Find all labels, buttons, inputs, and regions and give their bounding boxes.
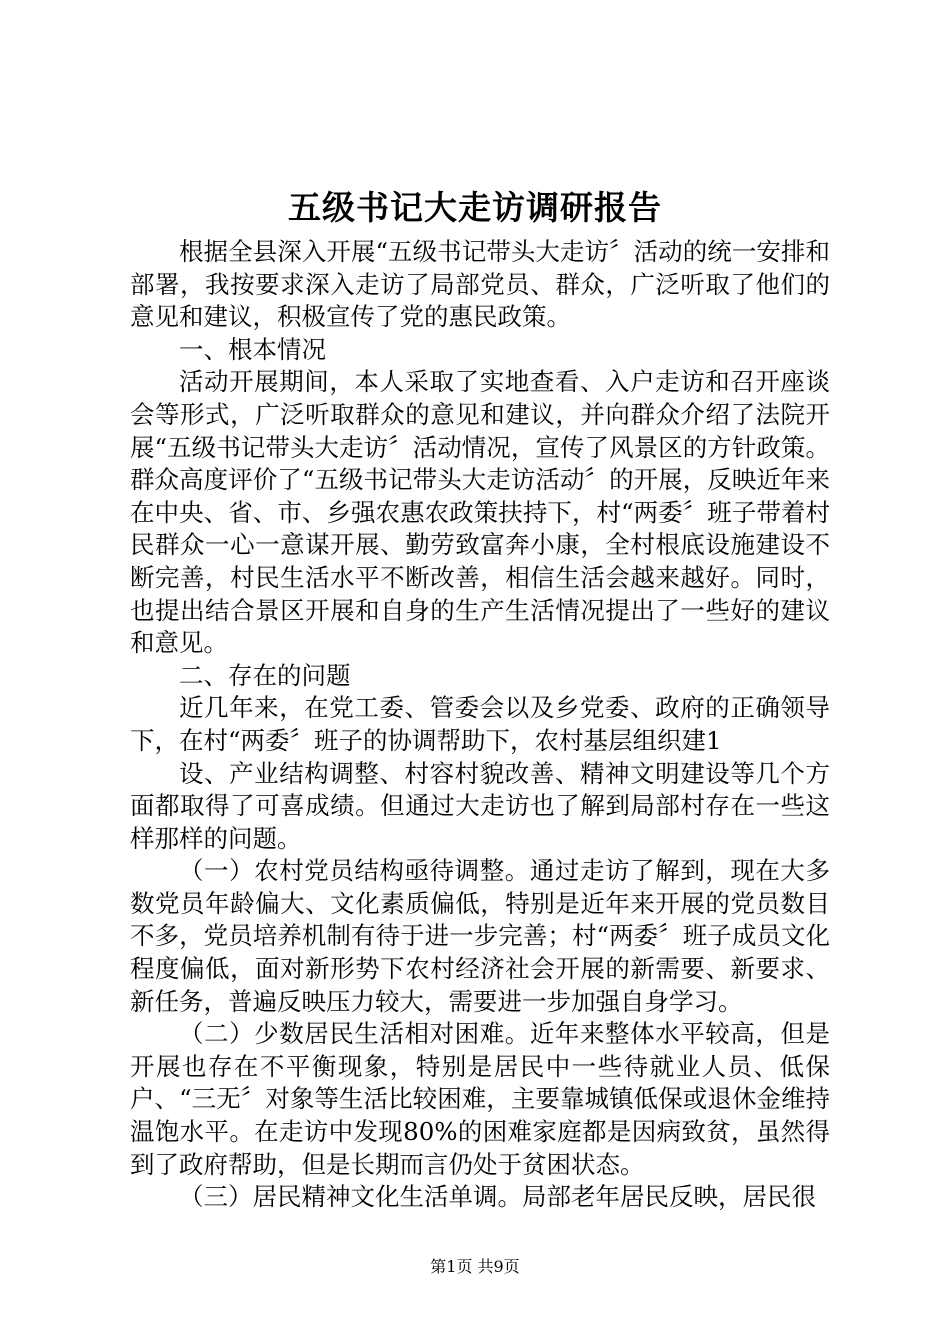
section-heading-problems: 二、存在的问题 — [179, 660, 351, 690]
section-heading-basic-situation: 一、根本情况 — [179, 334, 326, 364]
paragraph-problem-2: （二）少数居民生活相对困难。近年来整体水平较高，但是开展也存在不平衡现象，特别是居民中一些待就业人员、低保户、“三无〞对象等生活比较困难，主要靠城镇低保或退休金维持温饱水平。在走访中发现80%的困难家庭都是因病致贫，虽然得到了政府帮助，但是长期而言仍处于贫困状态。 — [130, 1019, 830, 1179]
paragraph-problem-1: （一）农村党员结构亟待调整。通过走访了解到，现在大多数党员年龄偏大、文化素质偏低，特别是近年来开展的党员数目不多，党员培养机制有待于进一步完善；村“两委〞班子成员文化程度偏低，面对新形势下农村经济社会开展的新需要、新要求、新任务，普遍反映压力较大，需要进一步加强自身学习。 — [130, 856, 830, 1016]
document-title: 五级书记大走访调研报告 — [288, 188, 662, 227]
paragraph-intro: 根据全县深入开展“五级书记带头大走访〞活动的统一安排和部署，我按要求深入走访了局部党员、群众，广泛听取了他们的意见和建议，积极宣传了党的惠民政策。 — [130, 237, 830, 332]
document-body — [130, 236, 830, 1214]
paragraph-continuation: 设、产业结构调整、村容村貌改善、精神文明建设等几个方面都取得了可喜成绩。但通过大走访也了解到局部村存在一些这样那样的问题。 — [130, 758, 830, 853]
paragraph-recent-years: 近几年来，在党工委、管委会以及乡党委、政府的正确领导下，在村“两委〞班子的协调帮助下，农村基层组织建1 — [130, 693, 830, 755]
paragraph-activity: 活动开展期间，本人采取了实地查看、入户走访和召开座谈会等形式，广泛听取群众的意见和建议，并向群众介绍了法院开展“五级书记带头大走访〞活动情况，宣传了风景区的方针政策。群众高度评价了“五级书记带头大走访活动〞的开展，反映近年来在中央、省、市、乡强农惠农政策扶持下，村“两委〞班子带着村民群众一心一意谋开展、勤劳致富奔小康，全村根底设施建设不断完善，村民生活水平不断改善，相信生活会越来越好。同时，也提出结合景区开展和自身的生产生活情况提出了一些好的建议和意见。 — [130, 367, 830, 658]
paragraph-problem-3: （三）居民精神文化生活单调。局部老年居民反映，居民很 — [179, 1182, 816, 1212]
page-number-footer: 第1页 共9页 — [430, 1257, 520, 1276]
